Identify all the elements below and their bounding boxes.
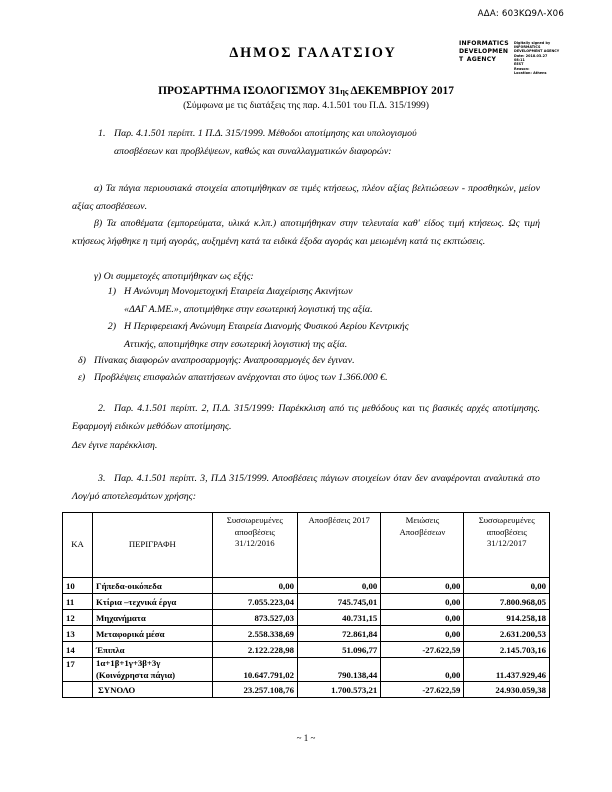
- column-header-accumulated-2017: [464, 513, 550, 578]
- participations-list: [96, 283, 540, 353]
- cell-ka: [63, 682, 93, 698]
- column-header-line-2: Αποσβέσεων: [399, 526, 446, 537]
- cell-depreciation-2017: 40.731,15: [298, 610, 381, 626]
- cell-total-accumulated-2017: 24.930.059,38: [464, 682, 550, 698]
- item-e-text: Προβλέψεις επισφαλών απαιτήσεων ανέρχονται στο ύψος των 1.366.000 €.: [94, 372, 388, 383]
- cell-reductions: 0,00: [381, 626, 464, 642]
- signature-details: [514, 40, 564, 75]
- item-e-paragraph: [78, 369, 540, 387]
- section-3-line-2: αναφέρονται αναλυτικά στο Λογ/μό αποτελεσμάτων χρήσης:: [72, 473, 540, 503]
- list-item-line-1: Η Περιφερειακή Ανώνυμη Εταιρεία Διανομής Φυσικού Αερίου Κεντρικής: [124, 321, 409, 332]
- column-header-description: ΠΕΡΙΓΡΑΦΗ: [92, 513, 212, 578]
- cell-ka: 17: [63, 658, 93, 682]
- cell-accumulated-2016: 10.647.791,02: [212, 658, 297, 682]
- cell-description-line-2: (Κοινόχρηστα πάγια): [95, 669, 176, 680]
- cell-description: Μεταφορικά μέσα: [92, 626, 212, 642]
- cell-ka: 11: [63, 594, 93, 610]
- section-2-answer: Δεν έγινε παρέκκλιση.: [72, 440, 158, 451]
- document-title-main: ΠΡΟΣΑΡΤΗΜΑ ΙΣΟΛΟΓΙΣΜΟΥ 31: [158, 85, 341, 97]
- item-b-paragraph: [72, 215, 540, 250]
- section-1-number: 1.: [98, 128, 106, 139]
- column-header-line-3: 31/12/2017: [486, 538, 527, 548]
- section-3-number: 3.: [98, 473, 106, 484]
- cell-accumulated-2016: 0,00: [212, 578, 297, 594]
- cell-depreciation-2017: 790.138,44: [298, 658, 381, 682]
- cell-accumulated-2017: 11.437.929,46: [464, 658, 550, 682]
- item-e-row: [78, 369, 540, 387]
- signature-detail-line-3: DEVELOPMENT AGENCY: [514, 49, 560, 54]
- document-subtitle: (Σύμφωνα με τις διατάξεις της παρ. 4.1.501 του Π.Δ. 315/1999): [183, 100, 429, 111]
- document-title: [0, 85, 612, 97]
- column-header-line-1: Συσσωρευμένες: [478, 515, 535, 525]
- column-header-line-1: Συσσωρευμένες: [226, 515, 283, 525]
- cell-reductions: 0,00: [381, 610, 464, 626]
- cell-accumulated-2017: 914.258,18: [464, 610, 550, 626]
- page-number: ~ 1 ~: [296, 733, 316, 743]
- cell-ka: 12: [63, 610, 93, 626]
- item-d-marker: δ): [78, 355, 86, 366]
- section-1-line-2: αποσβέσεων και προβλέψεων, καθώς και συναλλαγματικών διαφορών:: [114, 146, 392, 158]
- document-title-ordinal: ης: [340, 87, 349, 96]
- ada-reference-code: ΑΔΑ: 603ΚΩ9Λ-Χ06: [477, 9, 564, 19]
- item-a-paragraph: [72, 180, 540, 215]
- cell-total-reductions: -27.622,59: [381, 682, 464, 698]
- cell-reductions: -27.622,59: [381, 642, 464, 658]
- column-header-reductions: [381, 513, 464, 578]
- cell-accumulated-2017: 2.145.703,16: [464, 642, 550, 658]
- cell-accumulated-2017: 0,00: [464, 578, 550, 594]
- section-2-number: 2.: [98, 403, 106, 414]
- item-a-text: α) Τα πάγια περιουσιακά στοιχεία αποτιμήθηκαν σε τιμές κτήσεως, πλέον αξίας βελτιώσεων - προσθηκών, μείον αξίας αποσβέσεων.: [72, 183, 540, 212]
- column-header-line-2: αποσβέσεις: [234, 526, 275, 537]
- document-title-tail: ΔΕΚΕΜΒΡΙΟΥ 2017: [348, 85, 454, 97]
- table-row: [63, 610, 550, 626]
- list-item: [96, 318, 540, 353]
- column-header-line-1: Μειώσεις: [405, 515, 440, 525]
- cell-ka: 10: [63, 578, 93, 594]
- item-c-text: γ) Οι συμμετοχές αποτιμήθηκαν ως εξής:: [94, 271, 254, 282]
- cell-accumulated-2016: 2.558.338,69: [212, 626, 297, 642]
- column-header-ka: ΚΑ: [63, 513, 93, 578]
- item-e-marker: ε): [78, 372, 86, 383]
- cell-accumulated-2017: 2.631.200,53: [464, 626, 550, 642]
- section-1-heading: [72, 125, 540, 162]
- cell-total-depreciation-2017: 1.700.573,21: [298, 682, 381, 698]
- cell-accumulated-2016: 7.055.223,04: [212, 594, 297, 610]
- item-d-paragraph: [78, 352, 540, 370]
- table-row: [63, 642, 550, 658]
- list-item-body: [124, 283, 540, 318]
- cell-total-label: ΣΥΝΟΛΟ: [92, 682, 212, 698]
- cell-depreciation-2017: 745.745,01: [298, 594, 381, 610]
- cell-reductions: 0,00: [381, 658, 464, 682]
- signature-agency-line-3: T AGENCY: [459, 56, 497, 64]
- cell-description: Μηχανήματα: [92, 610, 212, 626]
- table-row: [63, 658, 550, 682]
- cell-reductions: 0,00: [381, 578, 464, 594]
- cell-description: [92, 658, 212, 682]
- table-row: [63, 626, 550, 642]
- section-2-heading: [72, 400, 540, 437]
- municipality-title: ΔΗΜΟΣ ΓΑΛΑΤΣΙΟΥ: [229, 45, 397, 61]
- cell-description-line-1: 1α+1β+1γ+3β+3γ: [95, 658, 161, 668]
- list-item-marker: 1): [107, 286, 116, 297]
- list-item-marker: 2): [107, 321, 116, 332]
- signature-detail-line-2: INFORMATICS: [514, 44, 541, 49]
- cell-ka: 14: [63, 642, 93, 658]
- item-d-row: [78, 352, 540, 370]
- signature-agency-line-2: DEVELOPMEN: [459, 48, 509, 56]
- cell-description: Κτίρια –τεχνικά έργα: [92, 594, 212, 610]
- cell-depreciation-2017: 51.096,77: [298, 642, 381, 658]
- section-3-line-1: Παρ. 4.1.501 περίπτ. 3, Π.Δ 315/1999. Αποσβέσεις πάγιων στοιχείων όταν δεν: [114, 473, 428, 484]
- signature-detail-line-6: EEST: [514, 62, 524, 67]
- column-header-line-2: αποσβέσεις: [486, 526, 527, 537]
- cell-depreciation-2017: 72.861,84: [298, 626, 381, 642]
- section-2-line-1: Παρ. 4.1.501 περίπτ. 2, Π.Δ. 315/1999: Παρέκκλιση από τις μεθόδους και: [114, 403, 416, 414]
- table-header: [63, 513, 550, 578]
- cell-accumulated-2016: 2.122.228,98: [212, 642, 297, 658]
- table-body: [63, 578, 550, 698]
- signature-agency-name: [459, 40, 511, 64]
- cell-description: Γήπεδα-οικόπεδα: [92, 578, 212, 594]
- cell-total-accumulated-2016: 23.257.108,76: [212, 682, 297, 698]
- cell-accumulated-2017: 7.800.968,05: [464, 594, 550, 610]
- item-d-text: Πίνακας διαφορών αναπροσαρμογής: Αναπροσαρμογές δεν έγιναν.: [94, 355, 355, 366]
- cell-reductions: 0,00: [381, 594, 464, 610]
- signature-detail-line-5: 08:11: [514, 57, 525, 62]
- section-1-line-1: Παρ. 4.1.501 περίπτ. 1 Π.Δ. 315/1999. Μέθοδοι αποτίμησης και υπολογισμού: [114, 128, 417, 139]
- list-item-line-2: «ΔΑΓ Α.ΜΕ.», αποτιμήθηκε στην εσωτερική λογιστική της αξία.: [124, 303, 373, 315]
- list-item: [96, 283, 540, 318]
- list-item-line-2: Αττικής, αποτιμήθηκε στην εσωτερική λογιστική της αξία.: [124, 338, 348, 350]
- signature-detail-line-8: Location: Athens: [514, 70, 547, 75]
- table-header-row: [63, 513, 550, 578]
- column-header-depreciation-2017: Αποσβέσεις 2017: [298, 513, 381, 578]
- cell-depreciation-2017: 0,00: [298, 578, 381, 594]
- column-header-accumulated-2016: [212, 513, 297, 578]
- signature-agency-line-1: INFORMATICS: [459, 40, 509, 47]
- signature-detail-line-1: Digitally signed by: [514, 40, 551, 45]
- cell-ka: 13: [63, 626, 93, 642]
- table-total-row: [63, 682, 550, 698]
- section-3-heading: [72, 470, 540, 507]
- cell-description: Έπιπλα: [92, 642, 212, 658]
- list-item-line-1: Η Ανώνυμη Μονομετοχική Εταιρεία Διαχείρισης Ακινήτων: [124, 286, 353, 297]
- signature-detail-line-4: Date: 2018.03.27: [514, 53, 548, 58]
- section-2-line-2: τις βασικές αρχές αποτίμησης. Εφαρμογή ειδικών μεθόδων αποτίμησης.: [72, 403, 541, 433]
- table-row: [63, 594, 550, 610]
- depreciation-table: [62, 512, 550, 698]
- digital-signature-stamp: [459, 40, 565, 80]
- item-b-text: β) Τα αποθέματα (εμπορεύματα, υλικά κ.λπ.) αποτιμήθηκαν στην τελευταία καθ' είδος τιμή κτήσεως. Ως τιμή κτήσεως λήφθηκε η τιμή αγοράς, αυξημένη κατά τα ειδικά έξοδα αγοράς και μειωμένη κατά τις εκπτώσεις.: [72, 218, 540, 247]
- cell-accumulated-2016: 873.527,03: [212, 610, 297, 626]
- column-header-line-3: 31/12/2016: [235, 538, 275, 548]
- list-item-body: [124, 318, 540, 353]
- signature-detail-line-7: Reason:: [514, 66, 530, 71]
- table-row: [63, 578, 550, 594]
